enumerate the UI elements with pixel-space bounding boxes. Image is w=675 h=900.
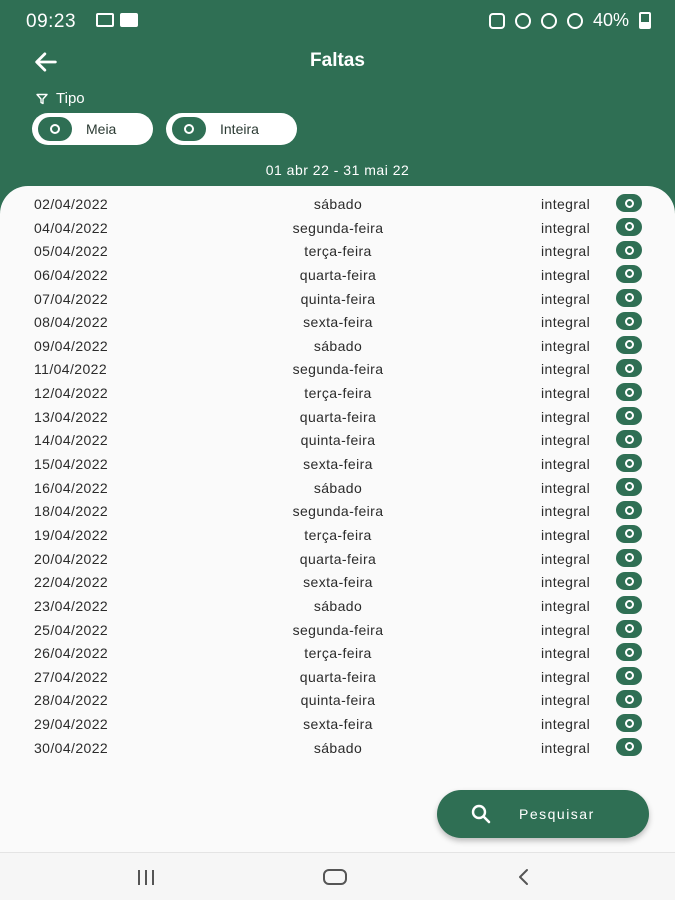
full-absence-icon bbox=[616, 289, 642, 307]
status-bar bbox=[0, 0, 675, 44]
absence-type: integral bbox=[541, 621, 591, 638]
absence-type: integral bbox=[541, 314, 591, 331]
list-item[interactable] bbox=[0, 239, 675, 263]
chevron-left-icon bbox=[517, 868, 531, 886]
list-item[interactable] bbox=[0, 216, 675, 240]
home-icon bbox=[323, 869, 347, 885]
absence-weekday: segunda-feira bbox=[292, 503, 384, 520]
search-icon bbox=[469, 802, 493, 826]
list-item[interactable] bbox=[0, 594, 675, 618]
absence-date: 28/04/2022 bbox=[34, 692, 109, 709]
list-item[interactable] bbox=[0, 381, 675, 405]
absence-weekday: quarta-feira bbox=[299, 550, 377, 567]
list-item[interactable] bbox=[0, 263, 675, 287]
absence-type: integral bbox=[541, 196, 591, 212]
search-button-label: Pesquisar bbox=[519, 806, 595, 822]
page-title: Faltas bbox=[310, 50, 365, 71]
absence-weekday: quinta-feira bbox=[300, 290, 376, 307]
filter-icon bbox=[36, 93, 48, 105]
full-absence-icon bbox=[616, 312, 642, 330]
absence-type: integral bbox=[541, 716, 591, 733]
absence-date: 08/04/2022 bbox=[34, 314, 109, 331]
notification-icons bbox=[96, 13, 138, 27]
chip-inteira-label: Inteira bbox=[220, 121, 259, 137]
absence-type: integral bbox=[541, 597, 591, 614]
absence-weekday: sexta-feira bbox=[303, 716, 373, 733]
list-item[interactable] bbox=[0, 476, 675, 500]
absence-type: integral bbox=[541, 550, 591, 567]
absence-date: 09/04/2022 bbox=[34, 337, 109, 354]
full-absence-icon bbox=[616, 643, 642, 661]
absence-type: integral bbox=[541, 219, 591, 236]
absence-weekday: quinta-feira bbox=[300, 432, 376, 449]
absence-weekday: sábado bbox=[313, 597, 363, 614]
full-absence-icon bbox=[616, 690, 642, 708]
list-item[interactable] bbox=[0, 712, 675, 736]
absence-weekday: quarta-feira bbox=[299, 408, 377, 425]
full-absence-icon bbox=[616, 549, 642, 567]
absence-weekday: quinta-feira bbox=[300, 692, 376, 709]
absence-list-sheet bbox=[0, 186, 675, 852]
absence-weekday: terça-feira bbox=[304, 645, 372, 662]
home-button[interactable] bbox=[320, 865, 350, 889]
absence-weekday: terça-feira bbox=[304, 385, 372, 402]
full-absence-icon bbox=[616, 525, 642, 543]
list-item[interactable] bbox=[0, 357, 675, 381]
full-absence-icon bbox=[616, 407, 642, 425]
list-item[interactable] bbox=[0, 499, 675, 523]
absence-weekday: quarta-feira bbox=[299, 668, 377, 685]
absence-type: integral bbox=[541, 456, 591, 473]
filter-label-text: Tipo bbox=[56, 90, 85, 107]
absence-date: 05/04/2022 bbox=[34, 243, 109, 260]
absence-date: 13/04/2022 bbox=[34, 408, 109, 425]
absence-date: 02/04/2022 bbox=[34, 196, 109, 212]
list-item[interactable] bbox=[0, 618, 675, 642]
absence-date: 22/04/2022 bbox=[34, 574, 109, 591]
absence-weekday: sexta-feira bbox=[303, 314, 373, 331]
list-item[interactable] bbox=[0, 570, 675, 594]
absence-list bbox=[0, 192, 675, 759]
absence-type: integral bbox=[541, 408, 591, 425]
absence-date: 19/04/2022 bbox=[34, 526, 109, 543]
absence-weekday: segunda-feira bbox=[292, 219, 384, 236]
full-absence-icon bbox=[616, 383, 642, 401]
absence-date: 25/04/2022 bbox=[34, 621, 109, 638]
absence-weekday: segunda-feira bbox=[292, 361, 384, 378]
list-item[interactable] bbox=[0, 192, 675, 216]
absence-date: 16/04/2022 bbox=[34, 479, 109, 496]
absence-date: 30/04/2022 bbox=[34, 739, 109, 756]
absence-date: 11/04/2022 bbox=[34, 361, 108, 378]
full-absence-icon bbox=[616, 336, 642, 354]
absence-date: 23/04/2022 bbox=[34, 597, 109, 614]
full-absence-icon bbox=[616, 454, 642, 472]
full-absence-icon bbox=[616, 501, 642, 519]
absence-date: 29/04/2022 bbox=[34, 716, 109, 733]
absence-date: 07/04/2022 bbox=[34, 290, 109, 307]
absence-type: integral bbox=[541, 266, 591, 283]
list-item[interactable] bbox=[0, 452, 675, 476]
date-range: 01 abr 22 - 31 mai 22 bbox=[265, 162, 410, 178]
recent-apps-button[interactable] bbox=[131, 865, 161, 889]
list-item[interactable] bbox=[0, 547, 675, 571]
absence-type: integral bbox=[541, 668, 591, 685]
search-button[interactable] bbox=[437, 790, 649, 838]
full-absence-icon bbox=[616, 359, 642, 377]
absence-weekday: terça-feira bbox=[304, 526, 372, 543]
chip-meia[interactable] bbox=[32, 113, 153, 145]
app-bar bbox=[0, 40, 675, 84]
full-absence-icon bbox=[616, 265, 642, 283]
alarm-icon bbox=[515, 13, 531, 29]
status-right bbox=[489, 10, 651, 31]
absence-type: integral bbox=[541, 503, 591, 520]
absence-date: 15/04/2022 bbox=[34, 456, 109, 473]
full-absence-icon bbox=[616, 667, 642, 685]
absence-date: 26/04/2022 bbox=[34, 645, 109, 662]
toggle-icon bbox=[38, 117, 72, 141]
full-absence-icon bbox=[616, 430, 642, 448]
absence-type: integral bbox=[541, 739, 591, 756]
full-absence-icon bbox=[616, 478, 642, 496]
absence-weekday: sábado bbox=[313, 196, 363, 212]
absence-type: integral bbox=[541, 361, 591, 378]
toggle-icon bbox=[172, 117, 206, 141]
absence-date: 12/04/2022 bbox=[34, 385, 109, 402]
absence-date: 06/04/2022 bbox=[34, 266, 109, 283]
absence-date: 14/04/2022 bbox=[34, 432, 109, 449]
absence-date: 04/04/2022 bbox=[34, 219, 109, 236]
absence-weekday: sábado bbox=[313, 337, 363, 354]
full-absence-icon bbox=[616, 620, 642, 638]
filter-label bbox=[36, 90, 85, 107]
system-nav-bar bbox=[0, 852, 675, 900]
full-absence-icon bbox=[616, 241, 642, 259]
absence-date: 20/04/2022 bbox=[34, 550, 109, 567]
absence-type: integral bbox=[541, 526, 591, 543]
absence-type: integral bbox=[541, 432, 591, 449]
mute-icon bbox=[541, 13, 557, 29]
full-absence-icon bbox=[616, 572, 642, 590]
absence-type: integral bbox=[541, 692, 591, 709]
system-back-button[interactable] bbox=[509, 865, 539, 889]
full-absence-icon bbox=[616, 738, 642, 756]
battery-icon bbox=[639, 12, 651, 29]
full-absence-icon bbox=[616, 714, 642, 732]
chip-meia-label: Meia bbox=[86, 121, 117, 137]
absence-weekday: sexta-feira bbox=[303, 456, 373, 473]
gif-icon bbox=[120, 13, 138, 27]
battery-level: 40% bbox=[592, 10, 629, 30]
absence-weekday: quarta-feira bbox=[299, 266, 377, 283]
list-item[interactable] bbox=[0, 688, 675, 712]
gallery-icon bbox=[96, 13, 114, 27]
absence-weekday: segunda-feira bbox=[292, 621, 384, 638]
absence-type: integral bbox=[541, 385, 591, 402]
list-item[interactable] bbox=[0, 428, 675, 452]
absence-weekday: sábado bbox=[313, 739, 363, 756]
absence-type: integral bbox=[541, 645, 591, 662]
list-item[interactable] bbox=[0, 334, 675, 358]
absence-type: integral bbox=[541, 574, 591, 591]
list-item[interactable] bbox=[0, 287, 675, 311]
list-item[interactable] bbox=[0, 405, 675, 429]
absence-type: integral bbox=[541, 243, 591, 260]
absence-weekday: sábado bbox=[313, 479, 363, 496]
absence-type: integral bbox=[541, 290, 591, 307]
absence-date: 27/04/2022 bbox=[34, 668, 109, 685]
list-item[interactable] bbox=[0, 310, 675, 334]
recent-apps-icon bbox=[138, 870, 154, 885]
list-item[interactable] bbox=[0, 523, 675, 547]
absence-weekday: sexta-feira bbox=[303, 574, 373, 591]
wifi-icon bbox=[567, 13, 583, 29]
absence-date: 18/04/2022 bbox=[34, 503, 109, 520]
absence-weekday: terça-feira bbox=[304, 243, 372, 260]
absence-type: integral bbox=[541, 337, 591, 354]
list-item[interactable] bbox=[0, 641, 675, 665]
full-absence-icon bbox=[616, 596, 642, 614]
status-time: 09:23 bbox=[26, 11, 77, 32]
absence-type: integral bbox=[541, 479, 591, 496]
chip-inteira[interactable] bbox=[166, 113, 297, 145]
full-absence-icon bbox=[616, 218, 642, 236]
list-item[interactable] bbox=[0, 736, 675, 760]
list-item[interactable] bbox=[0, 665, 675, 689]
full-absence-icon bbox=[616, 194, 642, 212]
camera-icon bbox=[489, 13, 505, 29]
